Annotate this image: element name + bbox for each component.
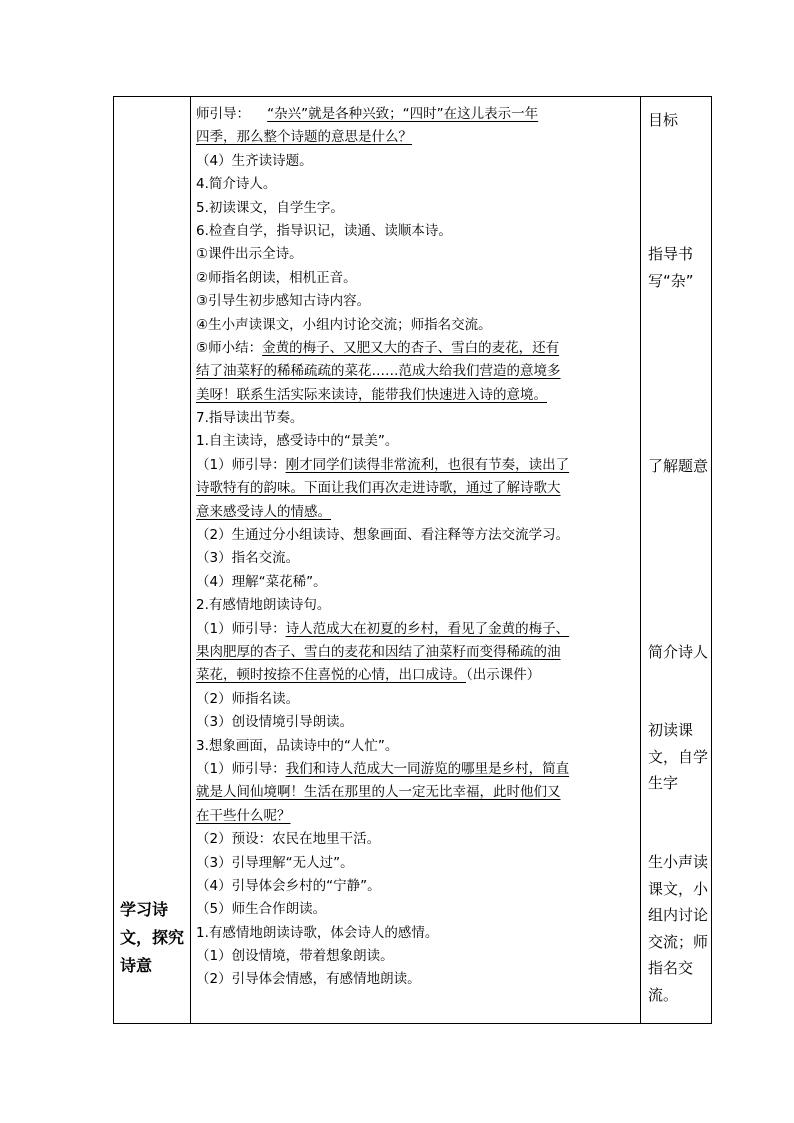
text-span: 2.有感情地朗读诗句。 xyxy=(196,597,331,614)
text-line xyxy=(196,641,638,664)
text-span: （1）师引导： xyxy=(196,620,286,637)
section-column xyxy=(114,97,190,1023)
column-divider-left xyxy=(190,97,191,1023)
design-note: 生小声读课文，小组内讨论交流；师指名交流。 xyxy=(648,853,709,1004)
text-span: 4.简介诗人。 xyxy=(196,176,277,193)
text-span: （1）师引导： xyxy=(196,456,286,473)
text-span: （2）预设：农民在地里干活。 xyxy=(196,831,381,848)
text-line xyxy=(196,267,638,290)
underlined-text: 果肉肥厚的杏子、雪白的麦花和因结了油菜籽而变得稀疏的油 xyxy=(196,643,561,660)
text-line xyxy=(196,922,638,945)
text-span: （出示课件） xyxy=(466,667,541,684)
text-line xyxy=(196,126,638,149)
text-line xyxy=(196,594,638,617)
text-line xyxy=(196,781,638,804)
text-line xyxy=(196,852,638,875)
text-line xyxy=(196,501,638,524)
text-line xyxy=(196,898,638,921)
text-span: （4）引导体会乡村的“宁静”。 xyxy=(196,877,381,894)
underlined-text: 我们和诗人范成大一同游览的哪里是乡村，简直 xyxy=(285,760,570,777)
text-line xyxy=(196,314,638,337)
text-span: ④生小声读课文，小组内讨论交流；师指名交流。 xyxy=(196,316,492,333)
text-span: （3）创设情境引导朗读。 xyxy=(196,714,354,731)
text-span: 师引导： xyxy=(196,106,250,122)
text-line xyxy=(196,384,638,407)
underlined-text: 诗歌特有的韵味。下面让我们再次走进诗歌，通过了解诗歌大 xyxy=(196,480,561,497)
text-line xyxy=(196,664,638,687)
text-line xyxy=(196,524,638,547)
text-line xyxy=(196,454,638,477)
text-line xyxy=(196,360,638,383)
text-span: （1）师引导： xyxy=(196,760,286,777)
underlined-text: 诗人范成大在初夏的乡村，看见了金黄的梅子、 xyxy=(285,620,570,637)
text-line xyxy=(196,711,638,734)
text-line xyxy=(196,875,638,898)
text-line xyxy=(196,337,638,360)
text-line xyxy=(196,173,638,196)
text-span: （4）生齐读诗题。 xyxy=(196,152,313,169)
underlined-text: 就是人间仙境啊！生活在那里的人一定无比幸福，此时他们又 xyxy=(196,784,561,801)
text-span: ③引导生初步感知古诗内容。 xyxy=(196,293,371,310)
text-line xyxy=(196,103,638,126)
design-note: 了解题意 xyxy=(648,457,709,475)
text-span: ②师指名朗读，相机正音。 xyxy=(196,269,357,286)
text-span: （2）引导体会情感，有感情地朗读。 xyxy=(196,971,421,988)
text-line xyxy=(196,968,638,991)
text-span: （4）理解“菜花稀”。 xyxy=(196,573,327,590)
text-span: 7.指导读出节奏。 xyxy=(196,410,304,427)
underlined-text: 在干些什么呢？ xyxy=(196,807,291,824)
design-note: 简介诗人 xyxy=(648,643,709,661)
underlined-text: 金黄的梅子、又肥又大的杏子、雪白的麦花，还有 xyxy=(262,339,560,356)
underlined-text: 刚才同学们读得非常流利，也很有节奏，读出了 xyxy=(285,456,570,473)
text-line xyxy=(196,290,638,313)
text-line xyxy=(196,805,638,828)
text-line xyxy=(196,945,638,968)
underlined-text: “杂兴”就是各种兴致；“四时”在这儿表示一年 xyxy=(267,106,539,122)
text-span: ①课件出示全诗。 xyxy=(196,246,303,263)
underlined-text: 四季，那么整个诗题的意思是什么？ xyxy=(196,129,412,146)
text-line xyxy=(196,197,638,220)
text-span: （3）指名交流。 xyxy=(196,550,300,567)
underlined-text: 结了油菜籽的稀稀疏疏的菜花……范成大给我们营造的意境多 xyxy=(196,363,561,380)
text-line xyxy=(196,547,638,570)
text-span xyxy=(250,106,267,122)
text-line xyxy=(196,243,638,266)
text-line xyxy=(196,571,638,594)
text-span: 1.有感情地朗读诗歌，体会诗人的感情。 xyxy=(196,924,439,941)
text-span: 1.自主读诗，感受诗中的“景美”。 xyxy=(196,433,399,450)
design-note: 指导书写“杂” xyxy=(648,245,694,290)
text-line xyxy=(196,407,638,430)
design-note: 初读课文，自学生字 xyxy=(648,721,709,792)
text-line xyxy=(196,477,638,500)
text-line xyxy=(196,150,638,173)
text-span: （1）创设情境，带着想象朗读。 xyxy=(196,948,394,965)
text-span: 6.检查自学，指导识记，读通、读顺本诗。 xyxy=(196,222,452,239)
text-line xyxy=(196,735,638,758)
teaching-process-column xyxy=(196,103,638,992)
text-line xyxy=(196,220,638,243)
text-span: （2）师指名读。 xyxy=(196,690,300,707)
underlined-text: 意来感受诗人的情感。 xyxy=(196,503,331,520)
text-line xyxy=(196,688,638,711)
text-line xyxy=(196,758,638,781)
text-span: 3.想象画面，品读诗中的“人忙”。 xyxy=(196,737,399,754)
section-title: 学习诗文，探究诗意 xyxy=(120,900,185,975)
text-span: 5.初读课文，自学生字。 xyxy=(196,199,344,216)
underlined-text: 菜花，顿时按捺不住喜悦的心情，出口成诗。 xyxy=(196,667,466,684)
text-span: （3）引导理解“无人过”。 xyxy=(196,854,354,871)
column-divider-right xyxy=(640,97,641,1023)
lesson-plan-table xyxy=(113,96,712,1024)
text-line xyxy=(196,430,638,453)
text-span: （5）师生合作朗读。 xyxy=(196,901,327,918)
design-note: 目标 xyxy=(648,111,679,129)
text-span: （2）生通过分小组读诗、想象画面、看注释等方法交流学习。 xyxy=(196,527,570,544)
underlined-text: 美呀！联系生活实际来读诗，能带我们快速进入诗的意境。 xyxy=(196,386,547,403)
text-span: ⑤师小结： xyxy=(196,339,263,356)
text-line xyxy=(196,618,638,641)
text-line xyxy=(196,828,638,851)
